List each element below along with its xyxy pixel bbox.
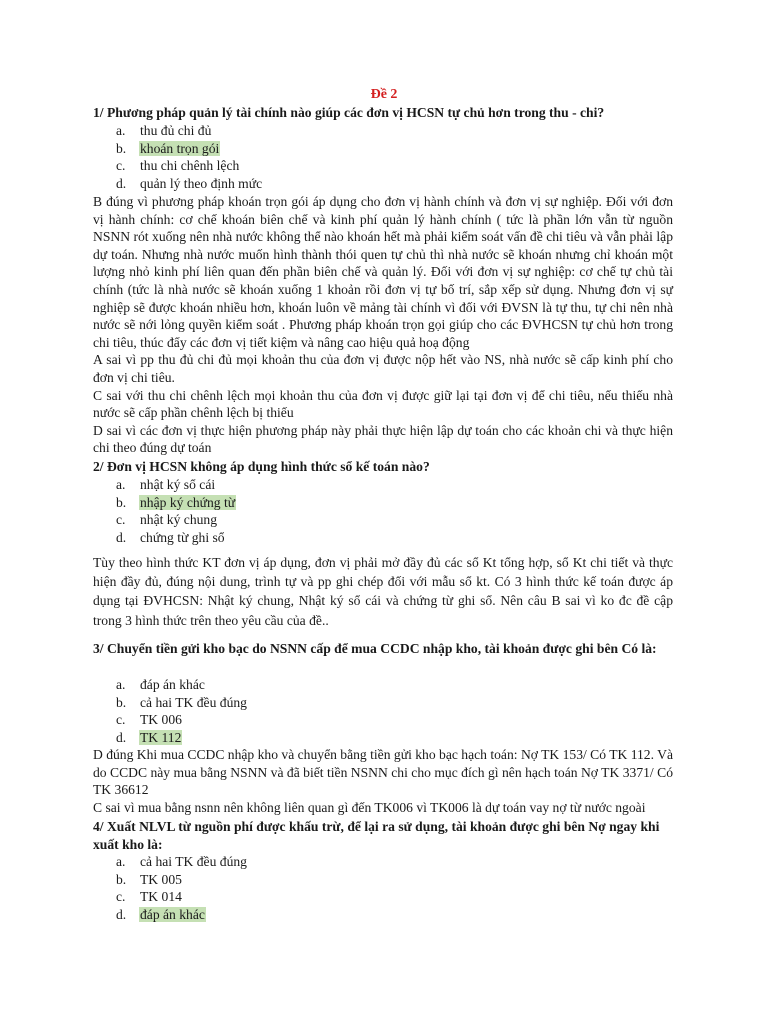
exam-title: Đề 2 [370, 87, 398, 102]
explanation-paragraph: C sai với thu chi chênh lệch mọi khoản thu của đơn vị được giữ lại tại đơn vị để chi tiêu, nếu thiếu nhà nước sẽ cấp phần chênh lệch bị thiếu [93, 387, 673, 421]
option-d: d. quản lý theo định mức [116, 175, 263, 191]
option-c: c. thu chi chênh lệch [116, 158, 240, 174]
explanation-paragraph: A sai vì pp thu đủ chi đủ mọi khoản thu của đơn vị được nộp hết vào NS, nhà nước sẽ cấp kinh phí cho đơn vị chi tiêu. [93, 352, 673, 385]
option-c: c. TK 006 [116, 712, 182, 728]
question-3-options [116, 676, 516, 746]
question-2: 2/ Đơn vị HCSN không áp dụng hình thức sổ kế toán nào? [93, 459, 430, 474]
explanation-paragraph: B đúng vì phương pháp khoán trọn gói áp dụng cho đơn vị hành chính và đơn vị sự nghiệp. Đối với đơn vị hành chính: cơ chế khoán biên chế và kinh phí quản lý hành chính ( tức là phần lớn vẫn từ nguồn NSNN rót xuống nên nhà nước không thể nào khoán hết mà phải kiểm soát vấn đề chi tiêu và vẫn phải lập dự toán. Nhưng nhà nước muốn hình thành thói quen tự chủ thì nhà nước sẽ khoán nhưng chỉ khoán một lượng nhỏ kinh phí liên quan đến phần biên chế và quản lý. Đối với đơn vị sự nghiệp: cơ chế tự chủ tài chính (tức là nhà nước sẽ khoán xuống 1 khoản rồi đơn vị tự bố trí, sắp xếp sử dụng. Nhưng đơn vị sự nghiệp sẽ được khoán nhiều hơn, khoán luôn về mảng tài chính vì đối với ĐVSN là tự thu, tự chi nên nhà nước sẽ nới lỏng quyền kiểm soát . Phương pháp khoán trọn gọi giúp cho các ĐVHCSN tự chủ hơn trong chi tiêu, thúc đẩy các đơn vị tiết kiệm và nâng cao hiệu quả hoạ động [93, 194, 673, 350]
question-1-explanation [93, 193, 673, 457]
question-4-options [116, 853, 516, 923]
question-3-explanation [93, 746, 673, 816]
question-1-options [116, 122, 516, 192]
question-1: 1/ Phương pháp quản lý tài chính nào giúp các đơn vị HCSN tự chủ hơn trong thu - chi? [93, 105, 605, 120]
explanation-paragraph: D sai vì các đơn vị thực hiện phương pháp này phải thực hiện lập dự toán cho các khoản chi và thực hiện chi theo đúng dự toán [93, 422, 673, 456]
option-d-correct: d. TK 112 [116, 729, 182, 745]
option-a: a. cả hai TK đều đúng [116, 854, 247, 869]
explanation-paragraph: C sai vì mua bằng nsnn nên không liên quan gì đến TK006 vì TK006 là dự toán vay nợ từ nước ngoài [93, 799, 646, 815]
option-a: a. nhật ký sổ cái [116, 477, 216, 492]
explanation-paragraph: Tùy theo hình thức KT đơn vị áp dụng, đơn vị phải mở đầy đủ các sổ Kt tổng hợp, sổ Kt chi tiết và thực hiện đầy đủ, đúng nội dung, trình tự và pp ghi chép đối với mẫu sổ kt. Có 3 hình thức kế toán được áp dụng tại ĐVHCSN: Nhật ký chung, Nhật ký sổ cái và chứng từ ghi sổ. Nên câu B sai vì ko đc đề cập trong 3 hình thức trên theo yêu cầu của đề.. [93, 555, 673, 628]
option-a: a. thu đủ chi đủ [116, 123, 212, 138]
question-3: 3/ Chuyển tiền gửi kho bạc do NSNN cấp để mua CCDC nhập kho, tài khoản được ghi bên Có là: [93, 641, 657, 656]
question-2-options [116, 476, 516, 546]
option-b: b. TK 005 [116, 871, 182, 887]
question-4: 4/ Xuất NLVL từ nguồn phí được khấu trừ, để lại ra sử dụng, tài khoản được ghi bên Nợ ngay khi xuất kho là: [93, 819, 660, 852]
option-c: c. nhật ký chung [116, 512, 218, 528]
option-d: d. chứng từ ghi sổ [116, 529, 225, 545]
option-c: c. TK 014 [116, 889, 182, 905]
question-2-explanation [93, 553, 673, 630]
option-a: a. đáp án khác [116, 677, 205, 692]
option-b-correct: b. nhập ký chứng từ [116, 494, 236, 510]
option-b: b. cả hai TK đều đúng [116, 694, 247, 710]
option-d-correct: d. đáp án khác [116, 906, 205, 922]
option-b-correct: b. khoán trọn gói [116, 140, 220, 156]
explanation-paragraph: D đúng Khi mua CCDC nhập kho và chuyển bằng tiền gửi kho bạc hạch toán: Nợ TK 153/ Có TK 112. Và do CCDC này mua bằng NSNN và đã biết tiền NSNN chi cho mục đích gì nên hạch toán Nợ TK 3371/ Có TK 36612 [93, 747, 674, 798]
